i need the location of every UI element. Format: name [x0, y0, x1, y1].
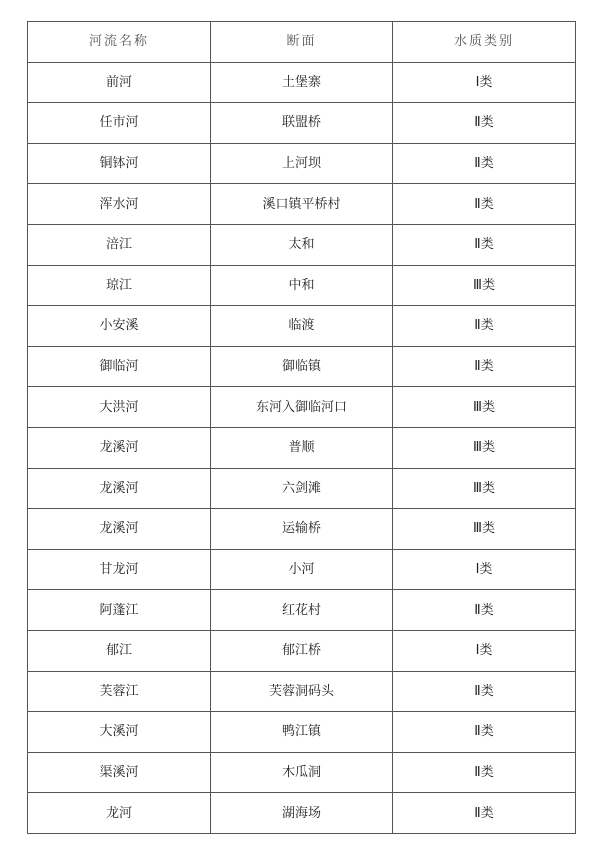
cell-water-class: Ⅱ类: [393, 143, 576, 184]
header-section: 断面: [211, 22, 393, 63]
table-row: [28, 509, 576, 550]
table-row: [28, 62, 576, 103]
cell-section: 红花村: [211, 590, 393, 631]
table-body: [28, 62, 576, 833]
cell-water-class: Ⅰ类: [393, 62, 576, 103]
table-row: [28, 468, 576, 509]
cell-river-name: 郁江: [28, 630, 211, 671]
cell-river-name: 龙河: [28, 793, 211, 834]
table-row: [28, 103, 576, 144]
cell-water-class: Ⅱ类: [393, 793, 576, 834]
table-row: [28, 143, 576, 184]
cell-water-class: Ⅱ类: [393, 306, 576, 347]
header-river-name: 河流名称: [28, 22, 211, 63]
table-row: [28, 306, 576, 347]
cell-section: 鸭江镇: [211, 712, 393, 753]
cell-section: 临渡: [211, 306, 393, 347]
cell-section: 郁江桥: [211, 630, 393, 671]
cell-water-class: Ⅲ类: [393, 509, 576, 550]
cell-river-name: 龙溪河: [28, 468, 211, 509]
cell-water-class: Ⅱ类: [393, 184, 576, 225]
table-row: [28, 630, 576, 671]
header-water-class: 水质类别: [393, 22, 576, 63]
table-row: [28, 224, 576, 265]
cell-river-name: 芙蓉江: [28, 671, 211, 712]
cell-water-class: Ⅰ类: [393, 630, 576, 671]
cell-water-class: Ⅱ类: [393, 590, 576, 631]
cell-section: 小河: [211, 549, 393, 590]
table-row: [28, 712, 576, 753]
cell-river-name: 琼江: [28, 265, 211, 306]
table-row: [28, 793, 576, 834]
cell-section: 溪口镇平桥村: [211, 184, 393, 225]
cell-water-class: Ⅱ类: [393, 103, 576, 144]
cell-water-class: Ⅱ类: [393, 671, 576, 712]
cell-section: 联盟桥: [211, 103, 393, 144]
cell-water-class: Ⅱ类: [393, 712, 576, 753]
table-row: [28, 387, 576, 428]
cell-section: 御临镇: [211, 346, 393, 387]
table-row: [28, 184, 576, 225]
cell-water-class: Ⅱ类: [393, 224, 576, 265]
cell-river-name: 任市河: [28, 103, 211, 144]
table-row: [28, 671, 576, 712]
table-row: [28, 427, 576, 468]
table-row: [28, 265, 576, 306]
cell-water-class: Ⅱ类: [393, 346, 576, 387]
cell-section: 六剑滩: [211, 468, 393, 509]
cell-section: 太和: [211, 224, 393, 265]
table-row: [28, 590, 576, 631]
table-row: [28, 549, 576, 590]
cell-water-class: Ⅰ类: [393, 549, 576, 590]
cell-water-class: Ⅲ类: [393, 468, 576, 509]
cell-water-class: Ⅱ类: [393, 752, 576, 793]
table-row: [28, 346, 576, 387]
cell-water-class: Ⅲ类: [393, 427, 576, 468]
cell-section: 木瓜洞: [211, 752, 393, 793]
cell-river-name: 铜钵河: [28, 143, 211, 184]
cell-river-name: 前河: [28, 62, 211, 103]
cell-river-name: 御临河: [28, 346, 211, 387]
cell-section: 普顺: [211, 427, 393, 468]
water-quality-table: [27, 21, 576, 834]
cell-river-name: 甘龙河: [28, 549, 211, 590]
cell-river-name: 阿蓬江: [28, 590, 211, 631]
cell-section: 运输桥: [211, 509, 393, 550]
table-header: [28, 22, 576, 63]
cell-section: 中和: [211, 265, 393, 306]
table-row: [28, 752, 576, 793]
cell-river-name: 渠溪河: [28, 752, 211, 793]
cell-section: 东河入御临河口: [211, 387, 393, 428]
cell-river-name: 涪江: [28, 224, 211, 265]
cell-section: 湖海场: [211, 793, 393, 834]
cell-river-name: 大洪河: [28, 387, 211, 428]
cell-river-name: 小安溪: [28, 306, 211, 347]
cell-section: 上河坝: [211, 143, 393, 184]
cell-water-class: Ⅲ类: [393, 387, 576, 428]
cell-water-class: Ⅲ类: [393, 265, 576, 306]
cell-river-name: 大溪河: [28, 712, 211, 753]
cell-river-name: 龙溪河: [28, 509, 211, 550]
cell-section: 土堡寨: [211, 62, 393, 103]
cell-section: 芙蓉洞码头: [211, 671, 393, 712]
cell-river-name: 龙溪河: [28, 427, 211, 468]
header-row: [28, 22, 576, 63]
cell-river-name: 浑水河: [28, 184, 211, 225]
